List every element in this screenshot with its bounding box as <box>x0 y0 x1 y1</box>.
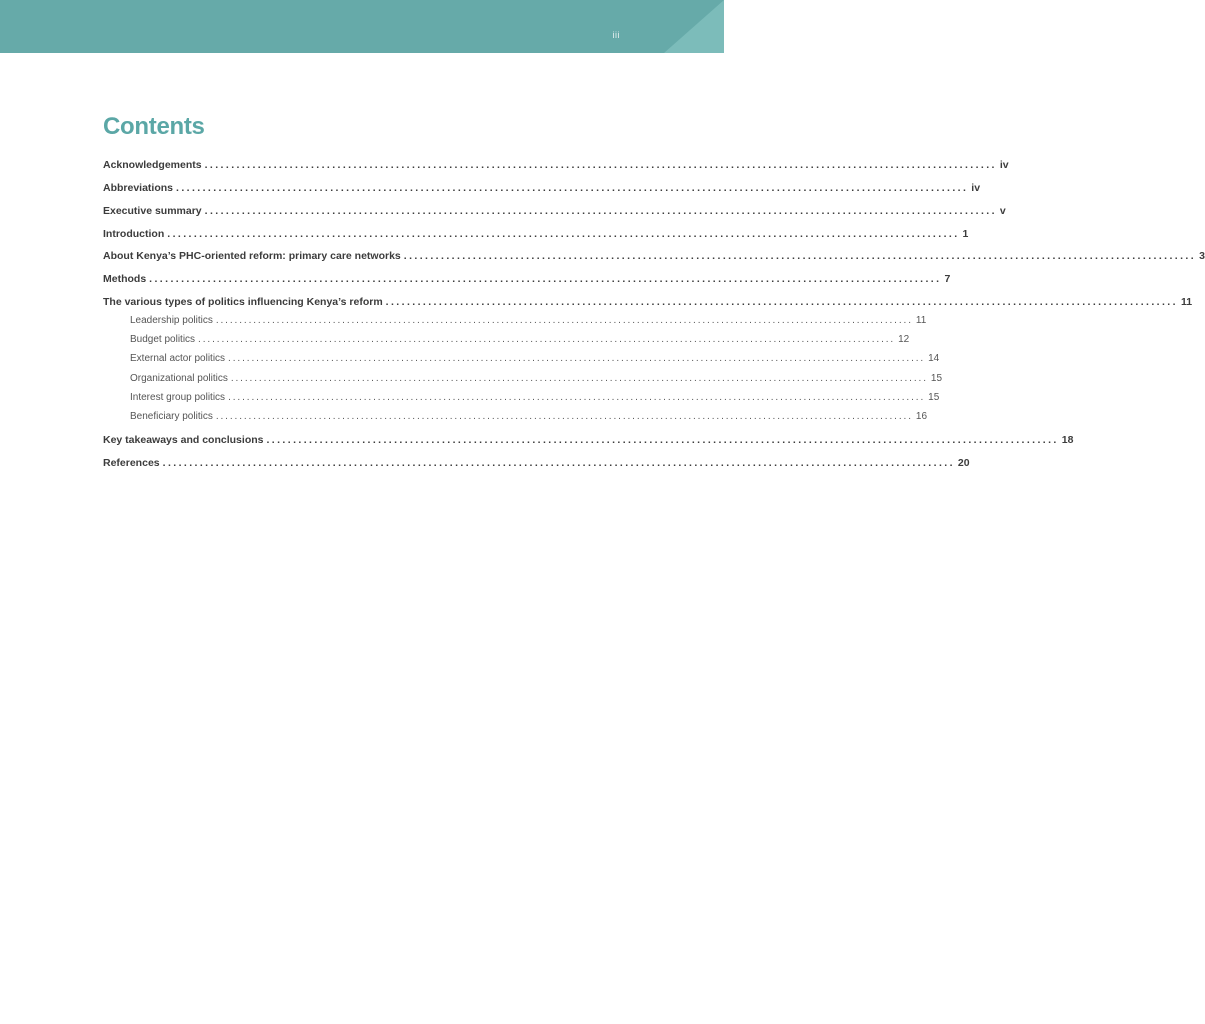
toc-entry-key-takeaways[interactable] <box>103 433 1074 447</box>
header-band <box>0 0 724 53</box>
toc-page-number: 1 <box>962 228 969 240</box>
toc-page-number: iv <box>971 182 981 194</box>
toc-entry-phc-reform[interactable] <box>103 249 1205 263</box>
toc-dot-leader: ..................................................................................................................................................... <box>228 392 926 403</box>
toc-subentry-interest-group-politics[interactable] <box>130 391 940 405</box>
toc-dot-leader: ..................................................................................................................................................... <box>403 250 1197 262</box>
toc-entry-label: External actor politics <box>130 353 226 364</box>
toc-entry-label: Introduction <box>103 228 165 240</box>
toc-entry-references[interactable] <box>103 456 970 470</box>
toc-entry-label: Leadership politics <box>130 315 213 326</box>
toc-entry-label: Budget politics <box>130 334 196 345</box>
toc-subentry-leadership-politics[interactable] <box>130 314 927 328</box>
toc-dot-leader: ..................................................................................................................................................... <box>230 373 928 384</box>
toc-entry-label: Acknowledgements <box>103 159 202 171</box>
toc-entry-label: Executive summary <box>103 205 202 217</box>
toc-dot-leader: ..................................................................................................................................................... <box>204 159 997 171</box>
toc-entry-abbreviations[interactable] <box>103 181 981 195</box>
toc-dot-leader: ..................................................................................................................................................... <box>215 315 913 326</box>
toc-page-number: 14 <box>928 353 940 364</box>
toc-subentry-organizational-politics[interactable] <box>130 372 943 386</box>
toc-entry-label: Organizational politics <box>130 373 228 384</box>
toc-entry-label: Interest group politics <box>130 392 226 403</box>
toc-subentry-external-actor-politics[interactable] <box>130 352 940 366</box>
toc-dot-leader: ..................................................................................................................................................... <box>149 273 942 285</box>
toc-entry-label: Methods <box>103 273 147 285</box>
toc-entry-label: The various types of politics influencing Kenya’s reform <box>103 296 383 308</box>
toc-page-number: 12 <box>898 334 910 345</box>
toc-dot-leader: ..................................................................................................................................................... <box>198 334 896 345</box>
toc-entry-introduction[interactable] <box>103 227 969 241</box>
toc-dot-leader: ..................................................................................................................................................... <box>228 353 926 364</box>
toc-dot-leader: ..................................................................................................................................................... <box>162 457 955 469</box>
toc-subentry-beneficiary-politics[interactable] <box>130 410 928 424</box>
toc-dot-leader: ..................................................................................................................................................... <box>167 228 960 240</box>
page-number: iii <box>612 30 620 40</box>
toc-entry-label: References <box>103 457 160 469</box>
toc-page-number: 16 <box>915 411 928 422</box>
toc-page-number: v <box>999 205 1006 217</box>
toc-page-number: 15 <box>930 373 943 384</box>
toc-page-number: 11 <box>915 315 927 326</box>
toc-entry-executive-summary[interactable] <box>103 204 1006 218</box>
toc-dot-leader: ..................................................................................................................................................... <box>176 182 969 194</box>
toc-page-number: 3 <box>1199 250 1205 262</box>
toc-page-number: iv <box>999 159 1009 171</box>
toc-entry-label: Beneficiary politics <box>130 411 213 422</box>
toc-dot-leader: ..................................................................................................................................................... <box>266 434 1059 446</box>
toc-page-number: 18 <box>1061 434 1074 446</box>
toc-entry-label: Abbreviations <box>103 182 174 194</box>
toc-entry-acknowledgements[interactable] <box>103 158 1009 172</box>
toc-page-number: 11 <box>1180 296 1193 308</box>
toc-dot-leader: ..................................................................................................................................................... <box>215 411 913 422</box>
toc-entry-types-of-politics[interactable] <box>103 295 1193 309</box>
toc-entry-label: About Kenya’s PHC-oriented reform: primary care networks <box>103 250 401 262</box>
page-title: Contents <box>103 113 205 140</box>
toc-entry-label: Key takeaways and conclusions <box>103 434 264 446</box>
toc-subentry-budget-politics[interactable] <box>130 333 910 347</box>
corner-triangle-decoration <box>664 0 724 53</box>
toc-dot-leader: ..................................................................................................................................................... <box>385 296 1178 308</box>
toc-page-number: 20 <box>957 457 970 469</box>
toc-dot-leader: ..................................................................................................................................................... <box>204 205 997 217</box>
toc-entry-methods[interactable] <box>103 272 951 286</box>
toc-page-number: 7 <box>944 273 951 285</box>
toc-page-number: 15 <box>928 392 940 403</box>
